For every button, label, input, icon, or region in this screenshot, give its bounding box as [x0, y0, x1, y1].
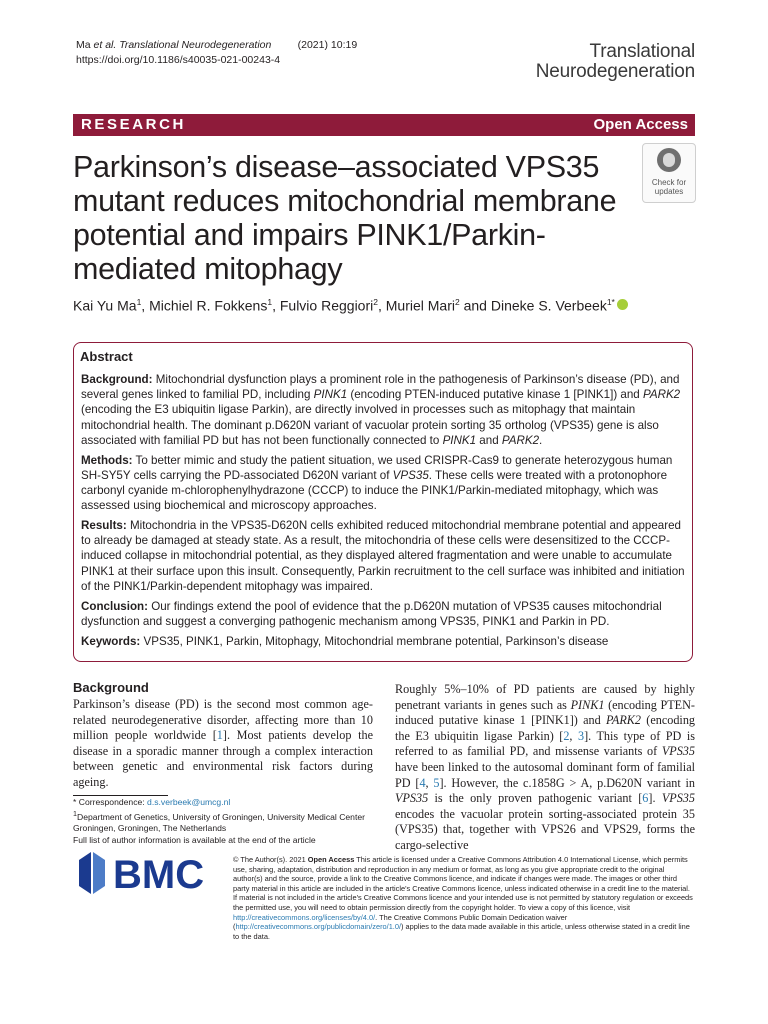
- gene-name: VPS35: [395, 791, 429, 806]
- abstract-text: (encoding the E3 ubiquitin ligase Parkin), are directly involved in processes such as mitophagy that maintain mitochondrial health. The dominant p.D620N variant of vacuolar protein sorting 35 ortholog (VPS35) gene is also associated with familial PD but has not been functionally connected to: [81, 403, 659, 447]
- author-name[interactable]: Michiel R. Fokkens: [149, 297, 268, 314]
- journal-name-line1: Translational: [589, 41, 695, 62]
- abstract-keywords: [81, 634, 687, 649]
- body-text: ].: [648, 791, 662, 806]
- license-text: ) applies to the data made available in this article, unless otherwise stated in a credit line to the data.: [233, 922, 690, 941]
- section-label: RESEARCH: [81, 116, 186, 133]
- abstract-methods-label: Methods:: [81, 453, 133, 467]
- author-affiliation: 2: [454, 297, 460, 307]
- keywords-label: Keywords:: [81, 634, 141, 648]
- gene-name: PARK2: [501, 433, 540, 447]
- reference-link[interactable]: 2: [563, 728, 570, 743]
- background-paragraph: [73, 697, 373, 791]
- journal-logo: [536, 42, 695, 82]
- license-link[interactable]: http://creativecommons.org/licenses/by/4.0/: [233, 912, 376, 922]
- reference-link[interactable]: 1: [216, 728, 223, 743]
- author-name[interactable]: Dineke S. Verbeek: [490, 297, 607, 314]
- abstract-heading: Abstract: [80, 349, 133, 364]
- orcid-icon[interactable]: [617, 299, 628, 310]
- author-affiliation: 1*: [606, 297, 615, 307]
- section-banner: [73, 114, 695, 136]
- license-text: . The Creative Commons Public Domain Dedication waiver (: [233, 912, 568, 932]
- author-affiliation: 2: [373, 297, 378, 307]
- keywords-text: VPS35, PINK1, Parkin, Mitophagy, Mitochondrial membrane potential, Parkinson’s disease: [140, 634, 609, 648]
- body-text: have been linked to the autosomal dominant form of familial PD [: [395, 759, 695, 790]
- abstract-text: To better mimic and study the patient situation, we used CRISPR-Cas9 to generate heterozygous human SH-SY5Y cells carrying the PD-associated D620N variant of: [81, 453, 673, 482]
- full-list-note: Full list of author information is available at the end of the article: [73, 834, 316, 845]
- bookmark-icon: [657, 148, 681, 172]
- citation-header: [76, 38, 357, 68]
- journal-name-line2: Neurodegeneration: [535, 61, 695, 82]
- abstract-results-label: Results:: [81, 519, 127, 533]
- abstract-background-label: Background:: [81, 373, 153, 386]
- gene-name: PARK2: [606, 713, 641, 728]
- body-left-column: [73, 680, 373, 791]
- bmc-logo-text: BMC: [113, 853, 205, 896]
- abstract-text: Our findings extend the pool of evidence that the p.D620N mutation of VPS35 causes mitochondrial dysfunction and suggest a converging pathogenic mechanism among VPS35, PINK1 and Parkin in PD.: [81, 599, 662, 628]
- author-name[interactable]: Muriel Mari: [385, 297, 455, 314]
- affiliation-text: Department of Genetics, University of Groningen, University Medical Center Groningen, Groningen, The Netherlands: [73, 811, 365, 834]
- footnotes: [73, 797, 383, 846]
- abstract-results: [81, 518, 687, 594]
- abstract-body: [81, 372, 687, 653]
- abstract-conclusion-label: Conclusion:: [81, 599, 148, 613]
- bmc-logo: [79, 850, 219, 896]
- abstract-text: (encoding PTEN-induced putative kinase 1 [PINK1]) and: [347, 388, 643, 402]
- body-text: encodes the vacuolar protein sorting-associated protein 35 (VPS35) that, together with VPS26 and VPS29, forms the cargo-selective: [395, 806, 695, 852]
- author-name[interactable]: Fulvio Reggiori: [279, 297, 374, 314]
- doi-link[interactable]: https://doi.org/10.1186/s40035-021-00243-4: [76, 54, 281, 66]
- bookmark-icon-inner: [663, 153, 675, 167]
- correspondence-label: * Correspondence:: [73, 797, 148, 807]
- body-right-column: Roughly 5%–10% of PD patients are caused by highly penetrant variants in genes such as PINK1 (encoding PTEN-induced putative kinase 1 [PINK1]) and PARK2 (encoding the E3 ubiquitin ligase Parkin) [2, 3]. This type of PD is referred to as familial PD, and missense variants of VPS35 have been linked to the autosomal dominant form of familial PD [4, 5]. However, the c.1858G > A, p.D620N variant in VPS35 is the only proven pathogenic variant [6]. VPS35 encodes the vacuolar protein sorting-associated protein 35 (VPS35) that, together with VPS26 and VPS29, forms the cargo-selective: [395, 682, 696, 852]
- body-text: is the only proven pathogenic variant [: [428, 791, 643, 806]
- license-text: This article is licensed under a Creative Commons Attribution 4.0 International License, which permits use, sharing, adaptation, distribution and reproduction in any medium or format, as long as you give appropriate credit to the original author(s) and the source, provide a link to the Creative Commons licence, and indicate if changes were made. The images or other third party material in this article are included in the article's Creative Commons licence, unless indicated otherwise in a credit line to the material. If material is not included in the article's Creative Commons licence and your intended use is not permitted by statutory regulation or exceeds the permitted use, you will need to obtain permission directly from the copyright holder. To view a copy of this licence, visit: [233, 855, 693, 912]
- reference-link[interactable]: 4: [419, 775, 426, 790]
- gene-name: VPS35: [661, 744, 695, 759]
- abstract-text: . These cells were treated with a protonophore carbonyl cyanide m-chlorophenylhydrazone (CCCP) to induce the PINK1/Parkin-mediated mitophagy, which was assessed using biochemical and microscopy approaches.: [81, 468, 668, 513]
- background-heading: Background: [73, 680, 149, 695]
- author-list: Kai Yu Ma$^1$, Michiel R. Fokkens$^1$, Fulvio Reggiori$^2$, Muriel Mari$^2$ and Dineke S. Verbeek$^{1*}$: [73, 297, 628, 314]
- check-for-updates-label: Check for updates: [651, 178, 687, 196]
- correspondence-line: [73, 797, 383, 809]
- gene-name: VPS35: [661, 791, 695, 806]
- body-text: (encoding PTEN-induced putative kinase 1 [PINK1]) and: [395, 697, 695, 728]
- license-link[interactable]: http://creativecommons.org/publicdomain/zero/1.0/: [235, 922, 402, 932]
- author-affiliation: 1: [136, 297, 142, 307]
- reference-link[interactable]: 3: [577, 728, 585, 743]
- body-text: ]. Most patients develop the disease in a sporadic manner through a complex interaction between genetic and environmental risk factors during ageing.: [73, 728, 373, 789]
- abstract-text: Mitochondria in the VPS35-D620N cells exhibited reduced mitochondrial membrane potential and appeared to already be damaged at steady state. As a result, the mitochondria of these cells were desensitized to the CCCP-induced collapse in mitochondrial potential, as they displayed altered fragmentation and were unable to accumulate PINK1 at their surface upon this insult. Consequently, Parkin recruitment to the cell surface was inhibited and initiation of the PINK1/Parkin-dependent mitophagy was impaired.: [81, 519, 685, 593]
- gene-name: VPS35: [392, 468, 429, 482]
- abstract-background: [81, 372, 687, 448]
- license-open-access: Open Access: [307, 855, 355, 864]
- author-affiliation: 1: [267, 297, 273, 307]
- correspondence-email-link[interactable]: d.s.verbeek@umcg.nl: [147, 797, 231, 807]
- abstract-methods: [81, 453, 687, 514]
- article-title: Parkinson’s disease–associated VPS35 mutant reduces mitochondrial membrane potential and impairs PINK1/Parkin-mediated mitophagy: [73, 150, 617, 286]
- citation-year: (2021) 10:19: [297, 39, 358, 51]
- reference-link[interactable]: 5: [433, 775, 440, 790]
- body-text: (encoding the E3 ubiquitin ligase Parkin) [: [395, 713, 696, 743]
- license-statement: [233, 855, 695, 941]
- citation-etal: et al.: [93, 39, 117, 51]
- open-access-label: Open Access: [593, 116, 688, 133]
- citation-journal: Translational Neurodegeneration: [119, 39, 272, 51]
- bmc-logo-mark: [93, 852, 105, 894]
- abstract-text: Mitochondrial dysfunction plays a prominent role in the pathogenesis of Parkinson’s disease (PD), and several genes linked to familial PD, including: [81, 373, 680, 402]
- abstract-text: .: [539, 433, 543, 447]
- gene-name: PINK1: [570, 697, 605, 712]
- abstract-text: and: [476, 433, 502, 447]
- citation-authors: Ma: [76, 39, 91, 51]
- body-text: Roughly 5%–10% of PD patients are caused by highly penetrant variants in genes such as: [395, 682, 695, 712]
- gene-name: PARK2: [642, 388, 681, 402]
- gene-name: PINK1: [313, 388, 348, 402]
- reference-link[interactable]: 6: [642, 791, 649, 806]
- gene-name: PINK1: [442, 433, 477, 447]
- check-for-updates-button[interactable]: [642, 143, 696, 203]
- abstract-conclusion: [81, 599, 687, 629]
- body-text: ]. However, the c.1858G > A, p.D620N variant in: [439, 775, 696, 790]
- affiliation-marker: 1: [73, 809, 77, 818]
- author-name[interactable]: Kai Yu Ma: [73, 297, 137, 314]
- affiliation-line: [73, 809, 383, 835]
- bmc-logo-mark: [79, 852, 91, 894]
- license-text: © The Author(s). 2021: [233, 855, 308, 864]
- footnote-divider: [73, 795, 168, 796]
- body-text: ]. This type of PD is referred to as familial PD, and missense variants of: [395, 728, 695, 759]
- body-text: Parkinson’s disease (PD) is the second most common age-related neurodegenerative disorder, affecting more than 10 million people worldwide [: [73, 697, 373, 743]
